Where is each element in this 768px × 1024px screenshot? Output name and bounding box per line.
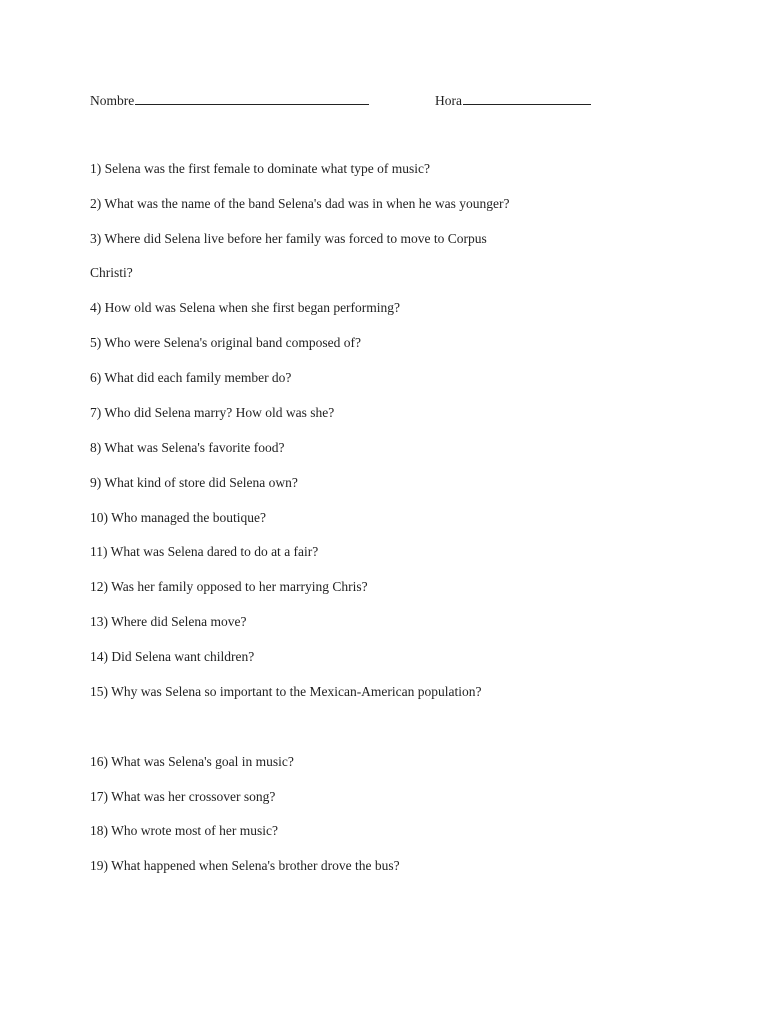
name-blank-line bbox=[135, 92, 369, 105]
question-18: 18) Who wrote most of her music? bbox=[90, 823, 278, 838]
question-1: 1) Selena was the first female to dominate what type of music? bbox=[90, 161, 431, 176]
question-7: 7) Who did Selena marry? How old was she? bbox=[90, 405, 335, 420]
question-5: 5) Who were Selena's original band composed of? bbox=[90, 335, 361, 350]
question-4: 4) How old was Selena when she first began performing? bbox=[90, 300, 401, 315]
hour-blank-line bbox=[463, 92, 591, 105]
question-19: 19) What happened when Selena's brother drove the bus? bbox=[90, 858, 400, 873]
hour-field bbox=[435, 92, 591, 108]
hour-label: Hora bbox=[435, 93, 462, 108]
question-3: 3) Where did Selena live before her family was forced to move to Corpus bbox=[90, 231, 487, 246]
name-label: Nombre bbox=[90, 93, 135, 108]
question-10: 10) Who managed the boutique? bbox=[90, 510, 266, 525]
question-12: 12) Was her family opposed to her marrying Chris? bbox=[90, 579, 368, 594]
question-15: 15) Why was Selena so important to the Mexican-American population? bbox=[90, 684, 482, 699]
question-2: 2) What was the name of the band Selena's dad was in when he was younger? bbox=[90, 196, 510, 211]
question-14: 14) Did Selena want children? bbox=[90, 649, 255, 664]
question-17: 17) What was her crossover song? bbox=[90, 789, 276, 804]
question-9: 9) What kind of store did Selena own? bbox=[90, 475, 298, 490]
question-8: 8) What was Selena's favorite food? bbox=[90, 440, 285, 455]
question-3-continued: Christi? bbox=[90, 265, 133, 280]
question-16: 16) What was Selena's goal in music? bbox=[90, 754, 294, 769]
question-11: 11) What was Selena dared to do at a fair? bbox=[90, 544, 319, 559]
worksheet-header bbox=[90, 92, 610, 110]
question-6: 6) What did each family member do? bbox=[90, 370, 292, 385]
question-13: 13) Where did Selena move? bbox=[90, 614, 247, 629]
name-field bbox=[90, 92, 369, 108]
